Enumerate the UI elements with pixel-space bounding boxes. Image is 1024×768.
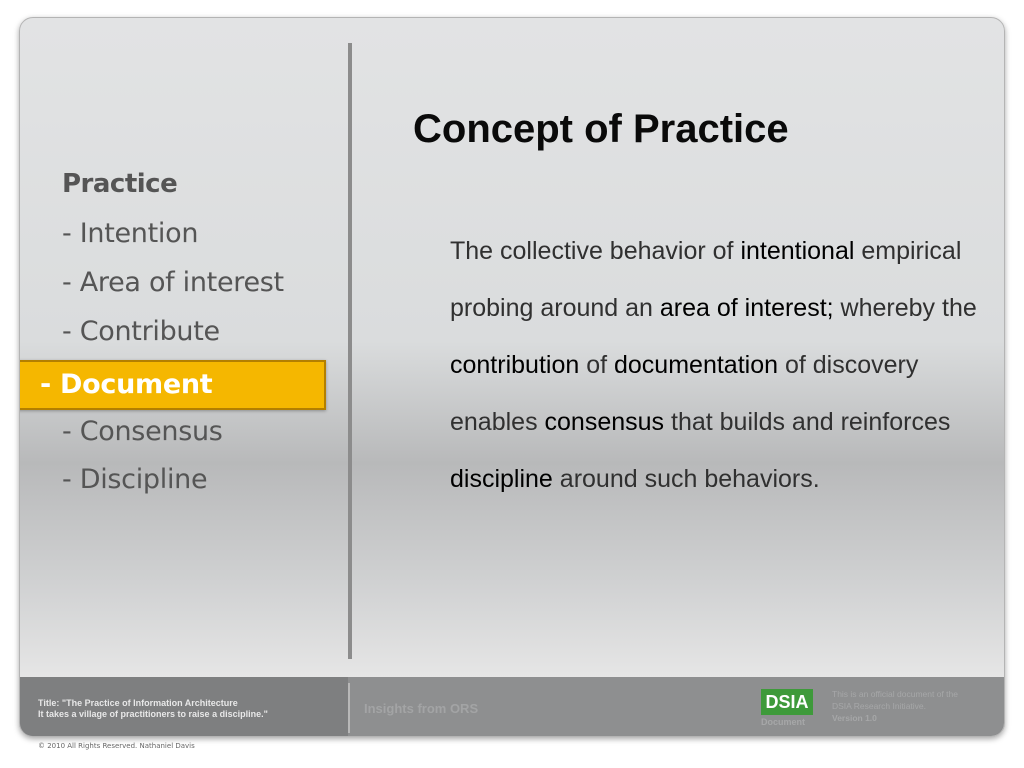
concept-paragraph xyxy=(450,223,990,508)
key-term: area of interest; xyxy=(659,294,834,322)
nav-heading: Practice xyxy=(62,169,178,199)
key-term: consensus xyxy=(544,408,665,436)
nav-item-contribute[interactable]: - Contribute xyxy=(62,316,220,347)
page-title: Concept of Practice xyxy=(413,107,789,151)
nav-item-area-of-interest[interactable]: - Area of interest xyxy=(62,267,284,298)
footer-divider xyxy=(348,683,350,733)
paragraph-text: that builds and reinforces xyxy=(664,408,951,436)
key-term: documentation xyxy=(614,351,779,379)
footer-title-line1: Title: "The Practice of Information Architecture xyxy=(38,698,238,708)
paragraph-text: The collective behavior of xyxy=(450,237,741,265)
key-term: intentional xyxy=(740,237,855,265)
copyright-notice: © 2010 All Rights Reserved. Nathaniel Davis xyxy=(38,742,195,750)
nav-item-document-label: - Document xyxy=(40,369,213,400)
footer-bar xyxy=(20,677,1005,737)
dsia-logo-subtitle: Document xyxy=(761,717,806,727)
footer-note xyxy=(832,688,958,724)
paragraph-text: of xyxy=(579,351,614,379)
footer-title xyxy=(38,698,268,720)
paragraph-text: whereby the xyxy=(833,294,977,322)
footer-note-line2: DSIA Research Initiative. xyxy=(832,701,927,711)
footer-title-line2: It takes a village of practitioners to raise a discipline." xyxy=(38,709,268,719)
footer-note-line1: This is an official document of the xyxy=(832,689,958,699)
dsia-logo: DSIA xyxy=(761,689,813,715)
key-term: discipline xyxy=(450,465,553,493)
nav-item-discipline[interactable]: - Discipline xyxy=(62,464,208,495)
paragraph-text: empirical probing around an xyxy=(450,237,962,322)
paragraph-text: of discovery enables xyxy=(450,351,919,436)
footer-title-panel xyxy=(20,677,348,737)
nav-item-intention[interactable]: - Intention xyxy=(62,218,199,249)
nav-item-document-active[interactable] xyxy=(19,360,326,410)
footer-version: Version 1.0 xyxy=(832,713,877,723)
nav-item-consensus[interactable]: - Consensus xyxy=(62,416,223,447)
vertical-divider xyxy=(348,43,352,659)
key-term: contribution xyxy=(450,351,580,379)
slide xyxy=(19,17,1005,737)
paragraph-text: around such behaviors. xyxy=(552,465,820,493)
footer-insights: Insights from ORS xyxy=(364,701,479,716)
